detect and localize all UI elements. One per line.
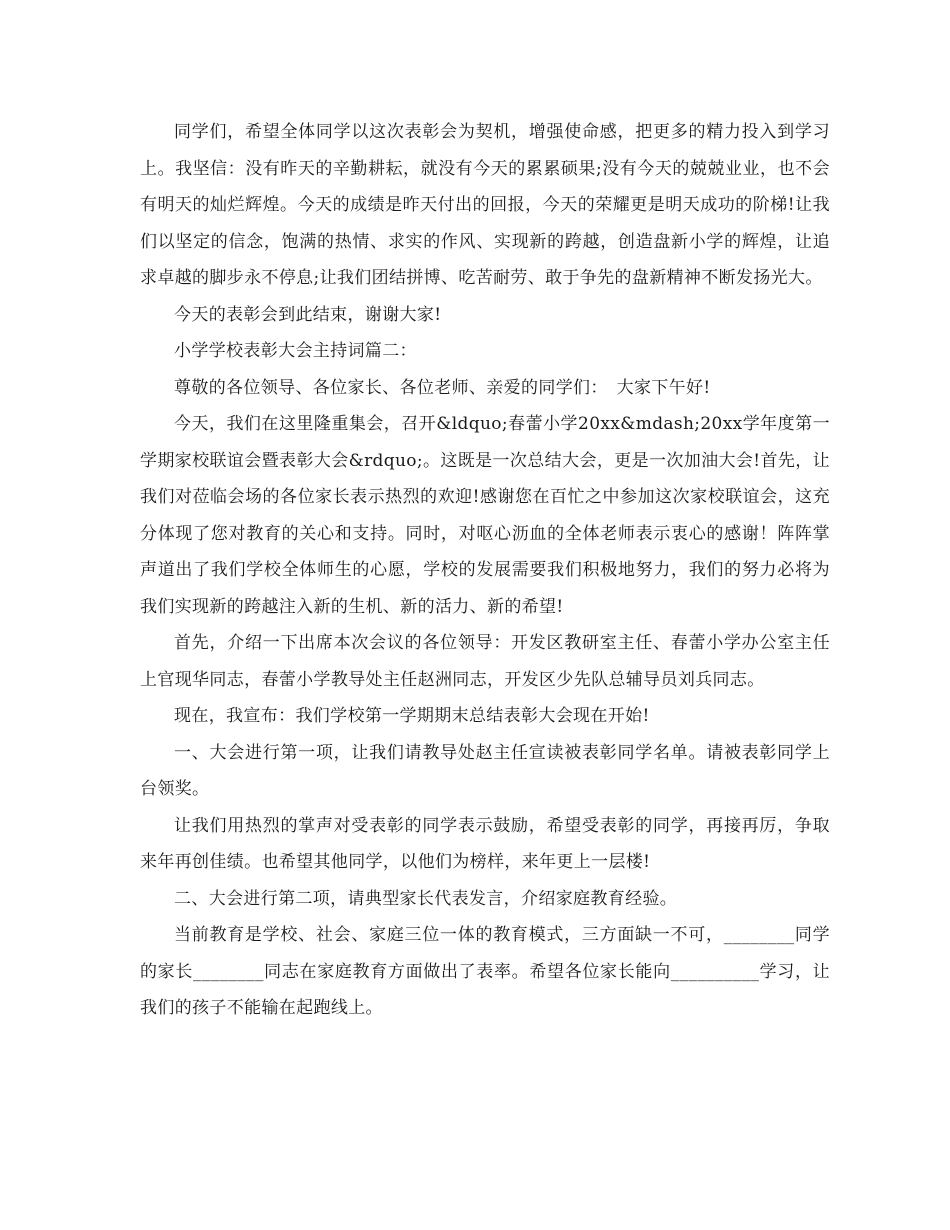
- paragraph-opening-remarks: 今天，我们在这里隆重集会，召开&ldquo;春蕾小学20xx&mdash;20xx学年度第一学期家校联谊会暨表彰大会&rdquo;。这既是一次总结大会，更是一次加油大会!首先，让我们对莅临会场的各位家长表示热烈的欢迎!感谢您在百忙之中参加这次家校联谊会，这充分体现了您对教育的关心和支持。同时，对呕心沥血的全体老师表示衷心的感谢！阵阵掌声道出了我们学校全体师生的心愿，学校的发展需要我们积极地努力，我们的努力必将为我们实现新的跨越注入新的生机、新的活力、新的希望!: [140, 414, 830, 617]
- paragraph-leader-introduction: 首先，介绍一下出席本次会议的各位领导：开发区教研室主任、春蕾小学办公室主任上官现华同志，春蕾小学教导处主任赵洲同志，开发区少先队总辅导员刘兵同志。: [140, 633, 830, 690]
- paragraph-meeting-end: 今天的表彰会到此结束，谢谢大家!: [174, 304, 442, 325]
- paragraph-agenda-item-two: 二、大会进行第二项，请典型家长代表发言，介绍家庭教育经验。: [174, 888, 678, 909]
- paragraph-announcement: 现在，我宣布：我们学校第一学期期末总结表彰大会现在开始!: [174, 706, 650, 726]
- paragraph-greeting: 尊敬的各位领导、各位家长、各位老师、亲爱的同学们： 大家下午好!: [174, 377, 711, 398]
- document-body: [140, 114, 830, 1027]
- paragraph-closing-encouragement: 同学们，希望全体同学以这次表彰会为契机，增强使命感，把更多的精力投入到学习上。我坚信：没有昨天的辛勤耕耘，就没有今天的累累硕果;没有今天的兢兢业业，也不会有明天的灿烂辉煌。今天的成绩是昨天付出的回报，今天的荣耀更是明天成功的阶梯!让我们以坚定的信念，饱满的热情、求实的作风、实现新的跨越，创造盘新小学的辉煌，让追求卓越的脚步永不停息;让我们团结拼博、吃苦耐劳、敢于争先的盘新精神不断发扬光大。: [140, 122, 830, 288]
- section-heading-part-two: 小学学校表彰大会主持词篇二：: [174, 341, 417, 361]
- paragraph-family-education: 当前教育是学校、社会、家庭三位一体的教育模式，三方面缺一不可，________同学的家长________同志在家庭教育方面做出了表率。希望各位家长能向__________学习，让我们的孩子不能输在起跑线上。: [140, 925, 830, 1018]
- paragraph-agenda-item-one: 一、大会进行第一项，让我们请教导处赵主任宣读被表彰同学名单。请被表彰同学上台领奖。: [140, 742, 830, 799]
- paragraph-applause: 让我们用热烈的掌声对受表彰的同学表示鼓励，希望受表彰的同学，再接再厉，争取来年再创佳绩。也希望其他同学，以他们为榜样，来年更上一层楼!: [140, 815, 830, 872]
